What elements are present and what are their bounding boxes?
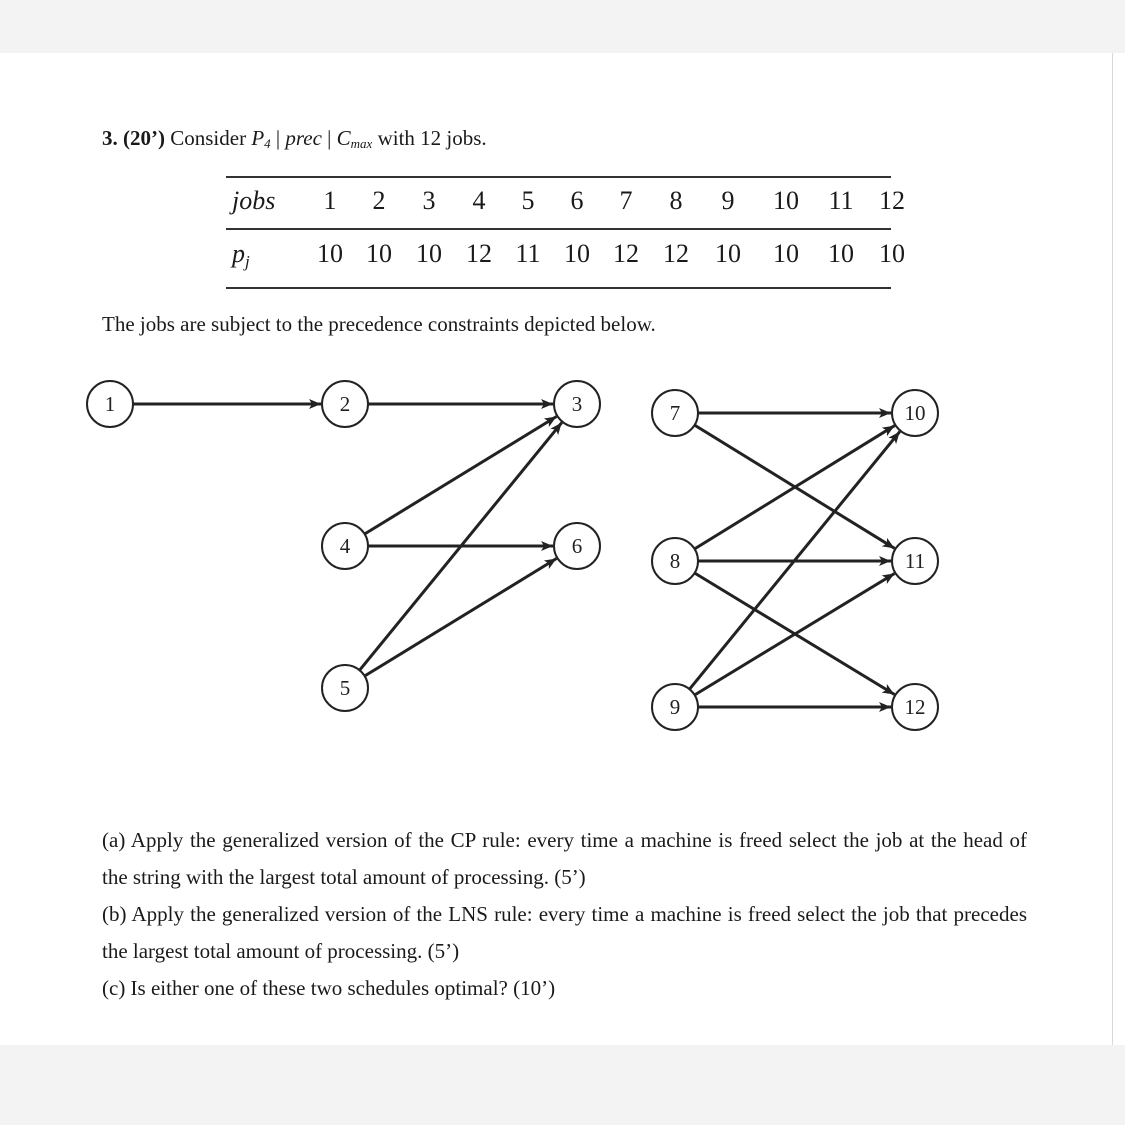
node-11: [892, 538, 938, 584]
makespan-symbol: C: [336, 126, 351, 150]
node-label: 10: [904, 401, 926, 425]
node-label: 9: [669, 695, 681, 719]
machine-symbol: P: [251, 126, 265, 150]
job-cell-8: 8: [669, 186, 683, 215]
pj-cell-7: 12: [613, 239, 639, 268]
question-number: 3.: [102, 126, 118, 150]
node-3: [554, 381, 600, 427]
pj-symbol: p: [232, 239, 245, 268]
node-4: [322, 523, 368, 569]
edge-5-to-6: [365, 559, 557, 677]
node-9: [652, 684, 698, 730]
job-cell-7: 7: [619, 186, 633, 215]
node-label: 4: [339, 534, 351, 558]
machine-count: 4: [264, 136, 271, 151]
pj-cell-5: 11: [515, 239, 541, 268]
job-cell-5: 5: [521, 186, 535, 215]
node-label: 2: [339, 392, 351, 416]
node-label: 8: [669, 549, 681, 573]
separator: |: [327, 126, 332, 150]
node-6: [554, 523, 600, 569]
question-lead: Consider: [170, 126, 247, 150]
pj-cell-4: 12: [466, 239, 492, 268]
node-12: [892, 684, 938, 730]
node-label: 3: [571, 392, 583, 416]
part-a: (a) Apply the generalized version of the CP rule: every time a machine is freed select the job at the head of the string with the largest total amount of processing. (5’): [102, 828, 1027, 889]
pj-cell-1: 10: [317, 239, 343, 268]
question-points: (20’): [123, 126, 165, 150]
node-2: [322, 381, 368, 427]
node-label: 5: [339, 676, 351, 700]
job-cell-2: 2: [372, 186, 386, 215]
job-cell-9: 9: [721, 186, 735, 215]
question-tail: with 12 jobs.: [377, 126, 487, 150]
part-b: (b) Apply the generalized version of the LNS rule: every time a machine is freed select the job that precedes the largest total amount of processing. (5’): [102, 902, 1027, 963]
makespan-subscript: max: [350, 136, 373, 151]
pj-cell-2: 10: [366, 239, 392, 268]
pj-subscript: j: [245, 252, 250, 271]
separator: |: [275, 126, 281, 150]
job-cell-3: 3: [422, 186, 436, 215]
pj-cell-12: 10: [879, 239, 905, 268]
pj-cell-8: 12: [663, 239, 689, 268]
question-parts: [102, 822, 1027, 1007]
node-label: 1: [104, 392, 116, 416]
node-10: [892, 390, 938, 436]
job-cell-6: 6: [570, 186, 584, 215]
pj-cell-6: 10: [564, 239, 590, 268]
job-cell-10: 10: [773, 186, 799, 215]
node-label: 11: [904, 549, 926, 573]
pj-cell-11: 10: [828, 239, 854, 268]
job-cell-11: 11: [828, 186, 854, 215]
node-label: 6: [571, 534, 583, 558]
node-label: 12: [904, 695, 926, 719]
node-1: [87, 381, 133, 427]
jobs-header: jobs: [232, 186, 276, 215]
node-label: 7: [669, 401, 681, 425]
edge-4-to-3: [365, 417, 557, 535]
job-cell-12: 12: [879, 186, 905, 215]
constraints-intro: The jobs are subject to the precedence constraints depicted below.: [102, 312, 656, 336]
part-c: (c) Is either one of these two schedules optimal? (10’): [102, 976, 556, 1000]
pj-cell-9: 10: [715, 239, 741, 268]
precedence-symbol: prec: [285, 126, 322, 150]
node-8: [652, 538, 698, 584]
pj-cell-3: 10: [416, 239, 442, 268]
job-cell-4: 4: [472, 186, 486, 215]
node-7: [652, 390, 698, 436]
pj-cell-10: 10: [773, 239, 799, 268]
node-5: [322, 665, 368, 711]
job-cell-1: 1: [323, 186, 337, 215]
